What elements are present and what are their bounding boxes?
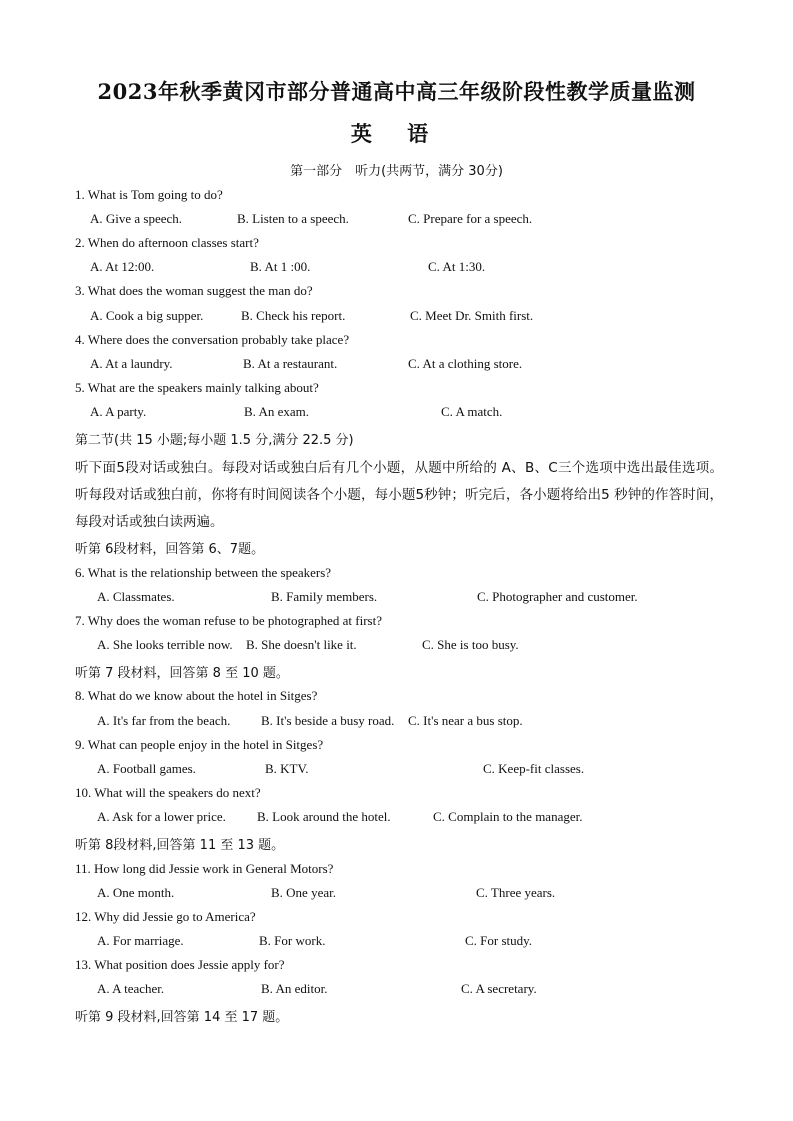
option-a: A. Cook a big supper. <box>90 308 204 323</box>
question-stem: 6. What is the relationship between the speakers? <box>75 565 332 580</box>
option-b: B. An editor. <box>261 981 328 996</box>
option-b: B. An exam. <box>244 404 309 419</box>
option-a: A. Football games. <box>97 761 196 776</box>
question-stem: 4. Where does the conversation probably take place? <box>75 332 350 347</box>
option-b: B. Listen to a speech. <box>237 211 349 226</box>
part1-heading: 第一部分 听力(共两节，满分 30分) <box>290 164 503 179</box>
option-c: C. At 1:30. <box>428 259 486 274</box>
question-stem: 8. What do we know about the hotel in Sitges? <box>75 688 318 703</box>
question-stem: 2. When do afternoon classes start? <box>75 235 259 250</box>
option-b: B. At a restaurant. <box>243 356 338 371</box>
question-stem: 12. Why did Jessie go to America? <box>75 909 256 924</box>
option-b: B. Check his report. <box>241 308 346 323</box>
option-c: C. Photographer and customer. <box>477 589 638 604</box>
option-a: A. It's far from the beach. <box>97 713 231 728</box>
option-b: B. For work. <box>259 933 326 948</box>
question-stem: 7. Why does the woman refuse to be photographed at first? <box>75 613 382 628</box>
option-b: B. At 1 :00. <box>250 259 311 274</box>
option-a: A. A party. <box>90 404 147 419</box>
question-stem: 1. What is Tom going to do? <box>75 187 223 202</box>
material-heading: 听第 7 段材料，回答第 8 至 10 题。 <box>75 666 289 681</box>
option-a: A. At 12:00. <box>90 259 155 274</box>
option-a: A. A teacher. <box>97 981 165 996</box>
option-c: C. It's near a bus stop. <box>408 713 523 728</box>
option-b: B. Family members. <box>271 589 378 604</box>
option-a: A. One month. <box>97 885 175 900</box>
option-c: C. Three years. <box>476 885 556 900</box>
material-heading: 听第 6段材料，回答第 6、7题。 <box>75 542 265 557</box>
question-stem: 5. What are the speakers mainly talking about? <box>75 380 319 395</box>
material-heading: 听第 8段材料,回答第 11 至 13 题。 <box>75 838 285 853</box>
section2-instructions: 听下面5段对话或独白。每段对话或独白后有几个小题，从题中所给的 A、B、C三个选项中选出最佳选项。听每段对话或独白前，你将有时间阅读各个小题，每小题5秒钟；听完后，各小题将给出5 秒钟的作答时间，每段对话或独白读两遍。 <box>75 460 723 530</box>
option-b: B. She doesn't like it. <box>246 637 357 652</box>
question-stem: 10. What will the speakers do next? <box>75 785 261 800</box>
option-c: C. Meet Dr. Smith first. <box>410 308 534 323</box>
option-c: C. For study. <box>465 933 533 948</box>
option-a: A. At a laundry. <box>90 356 173 371</box>
option-a: A. For marriage. <box>97 933 184 948</box>
option-b: B. It's beside a busy road. <box>261 713 395 728</box>
option-c: C. A match. <box>441 404 503 419</box>
option-c: C. Complain to the manager. <box>433 809 583 824</box>
option-a: A. Give a speech. <box>90 211 183 226</box>
option-a: A. She looks terrible now. <box>97 637 233 652</box>
question-stem: 11. How long did Jessie work in General Motors? <box>75 861 334 876</box>
question-stem: 3. What does the woman suggest the man do? <box>75 283 313 298</box>
material-heading: 听第 9 段材料,回答第 14 至 17 题。 <box>75 1010 289 1025</box>
section2-heading: 第二节(共 15 小题;每小题 1.5 分,满分 22.5 分) <box>75 433 354 448</box>
option-c: C. At a clothing store. <box>408 356 523 371</box>
option-b: B. KTV. <box>265 761 309 776</box>
subject-title: 英 语 <box>350 121 443 146</box>
question-stem: 13. What position does Jessie apply for? <box>75 957 285 972</box>
option-c: C. A secretary. <box>461 981 537 996</box>
option-c: C. Keep-fit classes. <box>483 761 585 776</box>
option-a: A. Ask for a lower price. <box>97 809 226 824</box>
option-c: C. She is too busy. <box>422 637 519 652</box>
exam-title: 2023年秋季黄冈市部分普通高中高三年级阶段性教学质量监测 <box>97 79 696 104</box>
question-stem: 9. What can people enjoy in the hotel in Sitges? <box>75 737 324 752</box>
option-b: B. Look around the hotel. <box>257 809 391 824</box>
option-a: A. Classmates. <box>97 589 175 604</box>
option-b: B. One year. <box>271 885 336 900</box>
option-c: C. Prepare for a speech. <box>408 211 533 226</box>
